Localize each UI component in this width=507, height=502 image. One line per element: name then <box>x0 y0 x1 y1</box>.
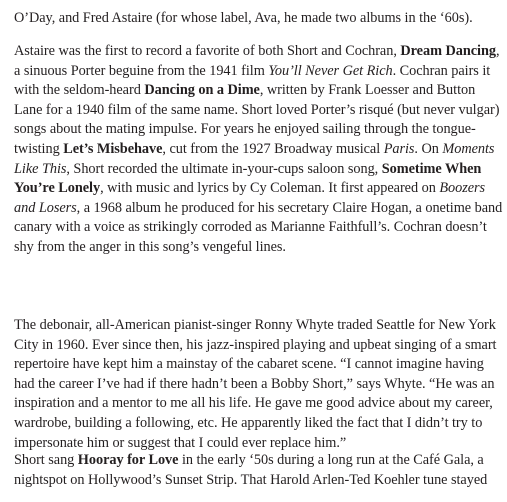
text-line <box>14 316 500 336</box>
paragraph-2 <box>14 42 503 258</box>
musical-title: Paris <box>383 140 415 157</box>
text-line <box>14 471 500 491</box>
text-run: shy from the anger in this song’s vengeful lines. <box>14 238 286 255</box>
text-line <box>14 140 500 160</box>
text-run: City in 1960. Ever since then, his jazz-inspired playing and upbeat singing of a smart <box>14 336 497 353</box>
album-title: Moments <box>442 140 495 157</box>
text-run: repertoire have kept him a mainstay of the cabaret scene. “I cannot imagine having <box>14 356 484 373</box>
text-run: . On <box>414 140 443 157</box>
text-line <box>14 238 500 258</box>
text-run: impersonate him or suggest that I could ever replace him.” <box>14 434 347 451</box>
text-line <box>14 336 500 356</box>
text-run: , with music and lyrics by Cy Coleman. It first appeared on <box>100 180 440 197</box>
song-title-sometime-when: Sometime When <box>381 160 482 177</box>
text-run: . Cochran pairs it <box>392 62 491 79</box>
text-run: a sinuous Porter beguine from the 1941 film <box>14 62 269 79</box>
paragraph-3 <box>14 316 500 453</box>
text-line <box>14 120 500 140</box>
text-line <box>14 9 500 29</box>
text-run: canary with a voice as strikingly corroded as Marianne Faithfull’s. Cochran doesn’t <box>14 219 487 236</box>
text-line <box>14 355 500 375</box>
paragraph-4 <box>14 451 500 490</box>
text-line <box>14 375 500 395</box>
text-run: Short sang <box>14 452 78 468</box>
text-run: , written by Frank Loesser and Button <box>259 82 476 99</box>
text-run: had the career I’ve had if there hadn’t been a Bobby Short,” says Whyte. “He was an <box>14 375 495 392</box>
paragraph-1 <box>14 9 500 29</box>
text-run: in the early ‘50s during a long run at the Café Gala, a <box>178 452 484 468</box>
song-title-lets-misbehave: Let’s Misbehave <box>63 140 163 157</box>
song-title-dream-dancing: Dream Dancing <box>400 43 496 59</box>
text-run: Astaire was the first to record a favorite of both Short and Cochran, <box>14 43 401 59</box>
text-run: , <box>495 43 500 59</box>
text-line <box>14 179 500 199</box>
album-title: Like This <box>14 160 67 177</box>
text-line <box>14 451 500 471</box>
text-run: songs about the mating impulse. For years he enjoyed sailing through the tongue- <box>14 121 476 138</box>
text-line <box>14 62 500 82</box>
text-run: with the seldom-heard <box>14 82 145 99</box>
text-line <box>14 160 500 180</box>
text-line <box>14 101 500 121</box>
text-run: wardrobe, building a following, etc. He apparently liked the fact that I didn’t try to <box>14 414 483 431</box>
text-line <box>14 394 500 414</box>
text-run: Lane for a 1940 film of the same name. Short loved Porter’s risqué (but never vulgar) <box>14 101 500 118</box>
text-line <box>14 218 500 238</box>
text-line <box>14 42 500 62</box>
text-run: inspiration and a mentor to me all his life. He gave me good advice about my career, <box>14 395 493 412</box>
text-run: The debonair, all-American pianist-singer Ronny Whyte traded Seattle for New York <box>14 317 496 333</box>
song-title-dancing-on-a-dime: Dancing on a Dime <box>144 82 260 99</box>
text-line <box>14 199 503 219</box>
text-run: , Short recorded the ultimate in-your-cups saloon song, <box>66 160 382 177</box>
text-line <box>14 81 500 101</box>
text-line <box>14 414 500 434</box>
film-title: You’ll Never Get Rich <box>268 62 393 79</box>
album-title: Boozers <box>439 180 486 197</box>
text-run: O’Day, and Fred Astaire (for whose label, Ava, he made two albums in the ‘60s). <box>14 10 473 26</box>
text-run: nightspot on Hollywood’s Sunset Strip. That Harold Arlen-Ted Koehler tune stayed <box>14 471 488 488</box>
album-title: and Losers <box>14 199 77 216</box>
song-title-youre-lonely: You’re Lonely <box>14 180 101 197</box>
text-run: , a 1968 album he produced for his secretary Claire Hogan, a onetime band <box>76 199 503 216</box>
song-title-hooray-for-love: Hooray for Love <box>77 452 179 468</box>
text-run: , cut from the 1927 Broadway musical <box>162 140 384 157</box>
text-run: twisting <box>14 140 64 157</box>
